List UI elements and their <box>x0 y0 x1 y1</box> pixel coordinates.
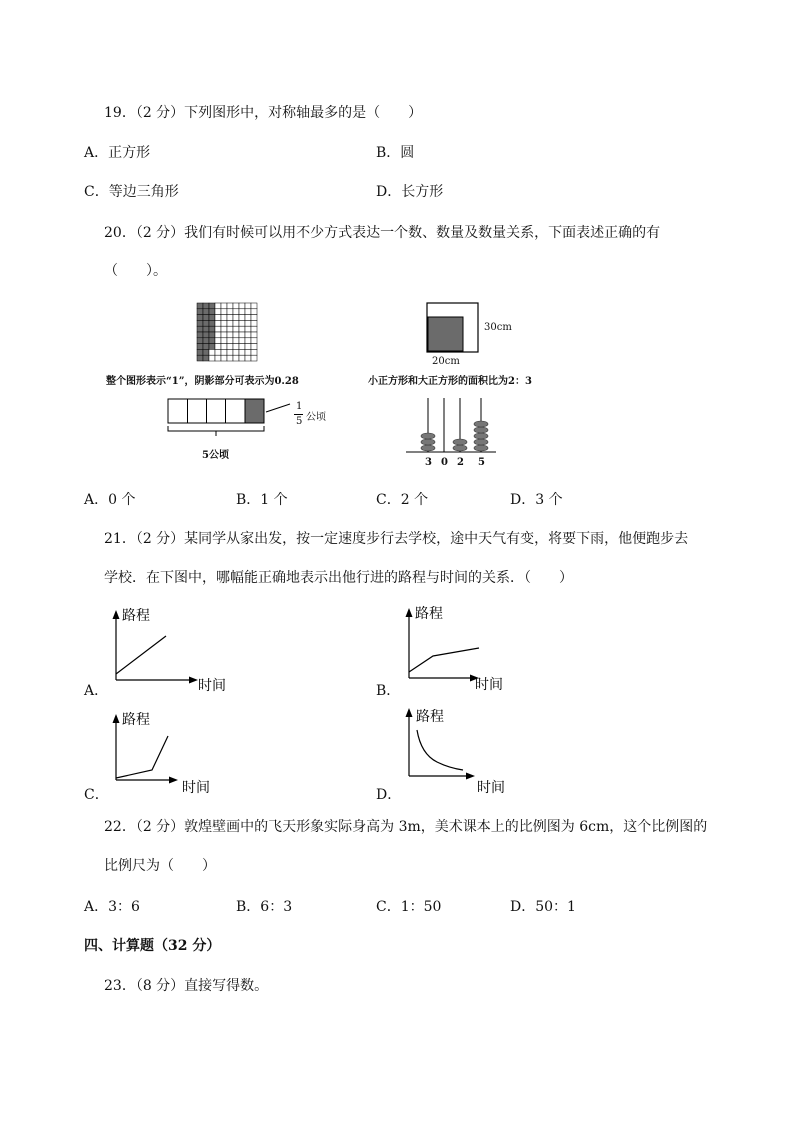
grid-cell <box>197 309 203 315</box>
grid-cell <box>203 320 209 326</box>
grid-cell <box>251 349 257 355</box>
grid-cell <box>209 309 215 315</box>
q21-c-y-label: 路程 <box>122 712 150 728</box>
q20-fig2-caption: 小正方形和大正方形的面积比为2：3 <box>368 376 532 387</box>
grid-cell <box>221 309 227 315</box>
grid-cell <box>215 326 221 332</box>
grid-cell <box>245 320 251 326</box>
grid-cell <box>245 303 251 309</box>
q23-stem: 23．（8 分）直接写得数。 <box>104 978 269 994</box>
q21-a-x-label: 时间 <box>198 678 226 694</box>
q20-stem-line2: （ ）。 <box>104 263 167 279</box>
grid-cell <box>203 338 209 344</box>
grid-cell <box>227 338 233 344</box>
q20-bar-figure <box>166 398 268 438</box>
grid-cell <box>197 315 203 321</box>
q21-d-x-label: 时间 <box>477 780 505 796</box>
grid-cell <box>251 309 257 315</box>
q20-option-d: D．3 个 <box>510 492 563 508</box>
q20-option-a: A．0 个 <box>84 492 136 508</box>
grid-cell <box>197 338 203 344</box>
q22-option-a: A．3：6 <box>84 899 140 915</box>
grid-cell <box>215 344 221 350</box>
grid-cell <box>209 320 215 326</box>
q22-stem-line1: 22．（2 分）敦煌壁画中的飞天形象实际身高为 3m，美术课本上的比例图为 6cm，这个比例图的 <box>104 819 708 835</box>
q19-option-b: B．圆 <box>376 145 415 161</box>
grid-cell <box>227 355 233 361</box>
q20-abacus-digit-4: 5 <box>478 457 485 468</box>
grid-cell <box>239 320 245 326</box>
q20-fig3-frac-unit: 公顷 <box>306 412 326 423</box>
grid-cell <box>245 309 251 315</box>
grid-cell <box>221 303 227 309</box>
q21-b-x-label: 时间 <box>475 677 503 693</box>
grid-cell <box>215 349 221 355</box>
grid-cell <box>227 349 233 355</box>
grid-cell <box>197 349 203 355</box>
grid-cell <box>245 349 251 355</box>
grid-cell <box>203 349 209 355</box>
grid-cell <box>251 326 257 332</box>
grid-cell <box>203 315 209 321</box>
q20-fig3-frac-bar <box>294 414 303 415</box>
grid-cell <box>215 309 221 315</box>
grid-cell <box>221 326 227 332</box>
q20-stem-line1: 20．（2 分）我们有时候可以用不少方式表达一个数、数量及数量关系，下面表述正确的有 <box>104 225 661 241</box>
q21-graph-d <box>397 704 537 800</box>
grid-cell <box>227 332 233 338</box>
q20-fig2-label-bottom: 20cm <box>432 356 460 367</box>
grid-cell <box>251 344 257 350</box>
grid-cell <box>239 349 245 355</box>
grid-cell <box>233 332 239 338</box>
q19-option-a: A．正方形 <box>84 145 151 161</box>
grid-cell <box>215 332 221 338</box>
grid-cell <box>197 344 203 350</box>
q19-option-d: D．长方形 <box>376 184 444 200</box>
grid-cell <box>221 315 227 321</box>
grid-cell <box>239 309 245 315</box>
grid-cell <box>215 320 221 326</box>
grid-cell <box>239 355 245 361</box>
q21-option-c-letter: C． <box>84 787 109 803</box>
q20-fig3-total: 5公顷 <box>202 450 229 461</box>
grid-cell <box>239 338 245 344</box>
grid-cell <box>209 349 215 355</box>
q21-graph-a <box>104 604 244 696</box>
q21-a-y-label: 路程 <box>122 608 150 624</box>
grid-cell <box>209 303 215 309</box>
q20-abacus-digit-3: 2 <box>457 457 464 468</box>
q21-graph-c <box>104 708 244 800</box>
q20-fig3-frac-num: 1 <box>296 401 303 412</box>
grid-cell <box>233 303 239 309</box>
grid-cell <box>245 332 251 338</box>
grid-cell <box>209 332 215 338</box>
q21-stem-line2: 学校．在下图中，哪幅能正确地表示出他行进的路程与时间的关系．（ ） <box>104 570 573 586</box>
grid-cell <box>203 309 209 315</box>
grid-cell <box>233 320 239 326</box>
q21-c-x-label: 时间 <box>182 780 210 796</box>
grid-cell <box>221 344 227 350</box>
grid-cell <box>215 355 221 361</box>
q20-bar-pointer <box>264 400 294 418</box>
q19-stem: 19．（2 分）下列图形中，对称轴最多的是（ ） <box>104 105 423 121</box>
q20-abacus-digit-2: 0 <box>441 457 448 468</box>
grid-cell <box>215 315 221 321</box>
grid-cell <box>239 332 245 338</box>
grid-cell <box>203 303 209 309</box>
q20-option-b: B．1 个 <box>236 492 288 508</box>
grid-cell <box>221 332 227 338</box>
grid-cell <box>245 326 251 332</box>
grid-cell <box>239 315 245 321</box>
q21-option-b-letter: B． <box>376 683 401 699</box>
section4-title: 四、计算题（32 分） <box>84 938 221 954</box>
grid-cell <box>215 338 221 344</box>
grid-cell <box>197 303 203 309</box>
grid-cell <box>221 338 227 344</box>
grid-cell <box>197 320 203 326</box>
grid-cell <box>233 349 239 355</box>
q19-option-c: C．等边三角形 <box>84 184 179 200</box>
grid-cell <box>209 326 215 332</box>
q20-abacus-figure <box>406 396 496 454</box>
q21-graph-b <box>397 602 537 694</box>
grid-cell <box>233 309 239 315</box>
grid-cell <box>251 338 257 344</box>
grid-cell <box>239 344 245 350</box>
q21-b-y-label: 路程 <box>415 606 443 622</box>
small-square <box>428 317 463 351</box>
q21-d-y-label: 路程 <box>416 709 444 725</box>
grid-cell <box>245 315 251 321</box>
grid-cell <box>245 344 251 350</box>
q22-option-c: C．1：50 <box>376 899 442 915</box>
grid-cell <box>227 315 233 321</box>
q20-option-c: C．2 个 <box>376 492 429 508</box>
grid-cell <box>251 303 257 309</box>
grid-cell <box>251 355 257 361</box>
q22-option-b: B．6：3 <box>236 899 293 915</box>
grid-cell <box>221 355 227 361</box>
grid-cell <box>209 338 215 344</box>
grid-cell <box>221 349 227 355</box>
grid-cell <box>245 338 251 344</box>
grid-cell <box>197 332 203 338</box>
grid-cell <box>227 303 233 309</box>
grid-cell <box>227 326 233 332</box>
grid-cell <box>221 320 227 326</box>
grid-cell <box>197 326 203 332</box>
grid-cell <box>203 326 209 332</box>
q21-option-a-letter: A． <box>84 683 109 699</box>
q20-grid-figure <box>196 302 258 362</box>
grid-cell <box>203 344 209 350</box>
grid-cell <box>203 355 209 361</box>
grid-cell <box>227 320 233 326</box>
grid-cell <box>233 315 239 321</box>
grid-cell <box>209 344 215 350</box>
grid-cell <box>251 315 257 321</box>
grid-cell <box>239 326 245 332</box>
q20-abacus-digit-1: 3 <box>425 457 432 468</box>
grid-cell <box>251 332 257 338</box>
grid-cell <box>227 344 233 350</box>
q22-stem-line2: 比例尺为（ ） <box>104 858 216 874</box>
grid-cell <box>233 338 239 344</box>
q21-stem-line1: 21．（2 分）某同学从家出发，按一定速度步行去学校，途中天气有变，将要下雨，他便跑步去 <box>104 531 689 547</box>
grid-cell <box>209 315 215 321</box>
grid-cell <box>233 355 239 361</box>
grid-cell <box>197 355 203 361</box>
q20-fig1-caption: 整个图形表示“1”，阴影部分可表示为0.28 <box>106 376 299 387</box>
grid-cell <box>251 320 257 326</box>
grid-cell <box>227 309 233 315</box>
q21-option-d-letter: D． <box>376 787 402 803</box>
grid-cell <box>203 332 209 338</box>
q20-squares-figure <box>426 302 480 354</box>
grid-cell <box>209 355 215 361</box>
grid-cell <box>215 303 221 309</box>
q20-fig2-label-side: 30cm <box>484 322 512 333</box>
grid-cell <box>239 303 245 309</box>
grid-cell <box>245 355 251 361</box>
q22-option-d: D．50：1 <box>510 899 576 915</box>
q20-fig3-frac-den: 5 <box>296 416 303 427</box>
grid-cell <box>233 344 239 350</box>
grid-cell <box>233 326 239 332</box>
